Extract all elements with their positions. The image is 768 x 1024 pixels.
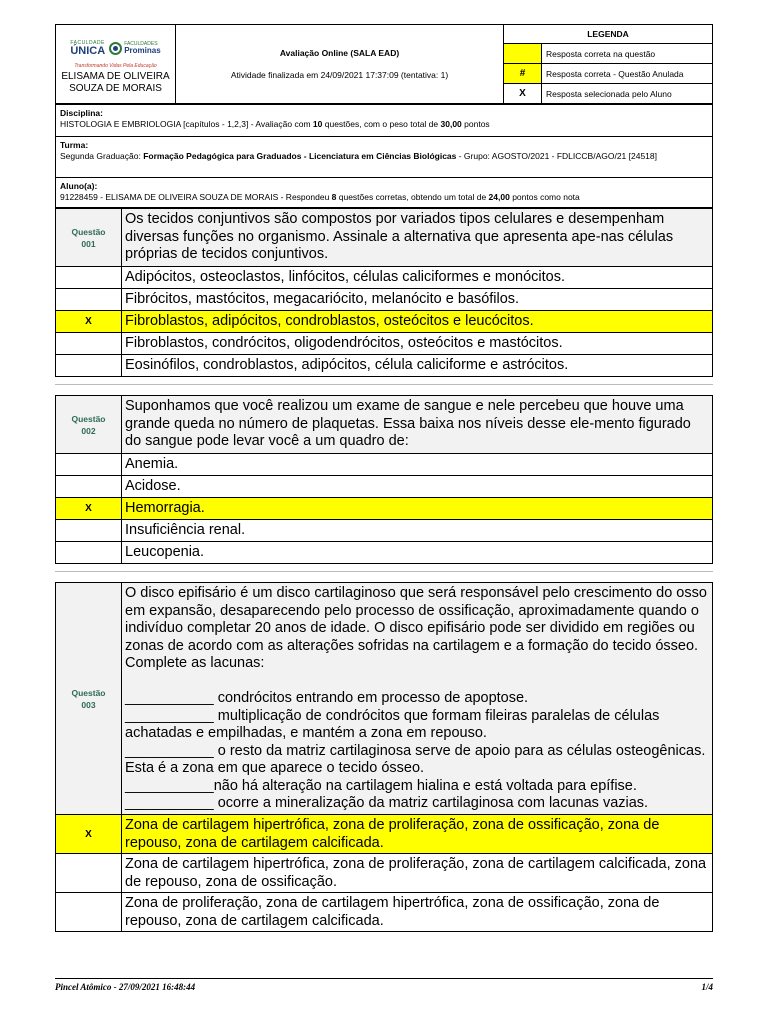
discipline-num-questions: 10 — [312, 119, 323, 129]
legend-key-selected: X — [504, 84, 542, 103]
report-header — [55, 24, 713, 104]
option-text: Hemorragia. — [122, 498, 712, 519]
unica-logo — [70, 41, 105, 57]
assessment-finished-at: Atividade finalizada em 24/09/2021 17:37:09 (tentativa: 1) — [230, 70, 449, 80]
question-separator — [55, 384, 713, 385]
option-mark: X — [56, 815, 122, 853]
question-number-label — [71, 413, 105, 437]
option-text: Leucopenia. — [125, 544, 205, 560]
answer-option-selected[interactable] — [56, 498, 712, 520]
answer-option[interactable] — [56, 893, 712, 932]
prominas-logo-small: FACULDADES — [124, 41, 158, 47]
question-block — [55, 208, 713, 377]
question-blank-line — [125, 673, 709, 691]
unica-logo-name: ÚNICA — [70, 44, 106, 57]
answer-option[interactable] — [56, 476, 712, 498]
question-statement: Suponhamos que você realizou um exame de sangue e nele percebeu que houve uma grande queda no número de plaquetas. Essa baixa nos níveis desse ele-mento figurado do sangue pode levar você a um quadro de: — [122, 396, 712, 453]
class-prefix: Segunda Graduação: — [60, 151, 144, 161]
legend-key-annulled: # — [504, 64, 542, 83]
student-correct-count: 8 — [331, 192, 337, 202]
option-mark — [56, 454, 122, 475]
option-mark — [56, 355, 122, 376]
student-text — [60, 192, 708, 203]
fill-in-blank-item: ___________ ocorre a mineralização da matriz cartilaginosa com lacunas vazias. — [125, 795, 649, 811]
student-score: 24,00 — [488, 192, 510, 202]
option-mark: X — [56, 498, 122, 519]
legend-table — [504, 25, 712, 103]
legend-text: Resposta correta - Questão Anulada — [546, 68, 684, 79]
class-label: Turma: — [60, 140, 89, 150]
prominas-logo — [109, 42, 160, 55]
option-text: Fibroblastos, adipócitos, condroblastos, osteócitos e leucócitos. — [122, 311, 712, 332]
option-mark: X — [56, 311, 122, 332]
option-text: Fibrócitos, mastócitos, megacariócito, melanócito e basófilos. — [125, 291, 520, 307]
question-block — [55, 582, 713, 932]
option-mark — [56, 333, 122, 354]
legend-row — [504, 84, 712, 103]
option-mark — [56, 476, 122, 497]
answer-option[interactable] — [56, 289, 712, 311]
prominas-logo-text — [124, 42, 160, 55]
class-course: Formação Pedagógica para Graduados - Licenciatura em Ciências Biológicas — [143, 151, 457, 161]
legend-row — [504, 44, 712, 64]
option-mark — [56, 520, 122, 541]
institution-logo-cell — [56, 25, 176, 103]
question-number: 002 — [81, 425, 96, 436]
question-statement — [122, 583, 712, 814]
discipline-end: pontos — [461, 119, 490, 129]
question-label: Questão — [71, 687, 106, 698]
option-text: Zona de cartilagem hipertrófica, zona de proliferação, zona de cartilagem calcificada, zona de repouso, zona de ossificação. — [125, 856, 707, 890]
question-separator — [55, 571, 713, 572]
question-header-row — [56, 583, 712, 815]
discipline-label: Disciplina: — [60, 108, 103, 118]
class-text — [60, 151, 708, 162]
question-header-row — [56, 209, 712, 267]
legend-key-correct — [504, 44, 542, 63]
question-block — [55, 395, 713, 564]
answer-option[interactable] — [56, 520, 712, 542]
page-number: 1/4 — [701, 982, 713, 992]
option-mark — [56, 893, 122, 931]
option-mark — [56, 854, 122, 892]
answer-option[interactable] — [56, 542, 712, 564]
answer-option[interactable] — [56, 454, 712, 476]
footer-divider — [55, 978, 713, 979]
legend-text: Resposta selecionada pelo Aluno — [546, 88, 672, 99]
question-header-row — [56, 396, 712, 454]
option-text: Insuficiência renal. — [125, 522, 246, 538]
discipline-mid: questões, com o peso total de — [322, 119, 441, 129]
option-text: Adipócitos, osteoclastos, linfócitos, células caliciformes e monócitos. — [125, 269, 566, 285]
class-box — [55, 136, 713, 178]
option-text: Anemia. — [125, 456, 179, 472]
student-label: Aluno(a): — [60, 181, 98, 191]
student-prefix: 91228459 - ELISAMA DE OLIVEIRA SOUZA DE MORAIS - Respondeu — [60, 192, 332, 202]
option-text: Zona de proliferação, zona de cartilagem hipertrófica, zona de ossificação, zona de repouso, zona de cartilagem calcificada. — [125, 895, 660, 929]
legend-row — [504, 64, 712, 84]
student-name-header: ELISAMA DE OLIVEIRA SOUZA DE MORAIS — [61, 70, 170, 94]
question-number-cell — [56, 209, 122, 266]
question-paragraph: O disco epifisário é um disco cartilaginoso que será responsável pelo crescimento do osso em expansão, desaparecendo pelo processo de ossificação, aproximadamente quando o indivíduo completar 20 anos de idade. O disco epifisário pode ser dividido em regiões ou zonas de acordo com as alterações sofridas na cartilagem e a formação do tecido ósseo. Complete as lacunas: — [125, 585, 707, 671]
assessment-title-cell — [176, 25, 504, 103]
question-statement: Os tecidos conjuntivos são compostos por variados tipos celulares e desempenham diversas funções no organismo. Assinale a alternativa que apresenta ape-nas células próprias de tecidos conjuntivos. — [122, 209, 712, 266]
student-end: pontos como nota — [509, 192, 580, 202]
legend-title: LEGENDA — [504, 25, 712, 44]
question-number-cell — [56, 396, 122, 453]
question-number-cell — [56, 583, 122, 814]
answer-option[interactable] — [56, 355, 712, 377]
footer-timestamp: Pincel Atômico - 27/09/2021 16:48:44 — [55, 982, 196, 992]
fill-in-blank-item: ___________não há alteração na cartilagem hialina e está voltada para epífise. — [125, 777, 637, 794]
prominas-logo-icon — [109, 42, 122, 55]
student-box — [55, 177, 713, 208]
option-mark — [56, 542, 122, 563]
assessment-title: Avaliação Online (SALA EAD) — [279, 48, 400, 58]
class-suffix: - Grupo: AGOSTO/2021 - FDLICCB/AGO/21 [24518] — [456, 151, 658, 161]
fill-in-blank-item: ___________ condrócitos entrando em processo de apoptose. — [125, 690, 529, 706]
question-number-label — [71, 226, 105, 250]
option-mark — [56, 267, 122, 288]
institution-logos — [70, 36, 160, 62]
legend-text: Resposta correta na questão — [546, 48, 656, 59]
answer-option[interactable] — [56, 333, 712, 355]
option-text: Eosinófilos, condroblastos, adipócitos, célula caliciforme e astrócitos. — [125, 357, 569, 373]
fill-in-blank-item: ___________ o resto da matriz cartilaginosa serve de apoio para as células osteogênicas. Esta é a zona em que aparece o tecido ósseo. — [125, 742, 706, 776]
option-text: Acidose. — [125, 478, 181, 494]
answer-option-selected[interactable] — [56, 311, 712, 333]
question-label: Questão — [71, 226, 106, 237]
question-label: Questão — [71, 413, 106, 424]
option-text: Zona de cartilagem hipertrófica, zona de proliferação, zona de ossificação, zona de repouso, zona de cartilagem calcificada. — [122, 815, 712, 853]
answer-option-selected[interactable] — [56, 815, 712, 854]
logo-slogan: Transformando Vidas Pela Educação — [74, 62, 157, 69]
discipline-box — [55, 104, 713, 137]
option-mark — [56, 289, 122, 310]
student-mid: questões corretas, obtendo um total de — [336, 192, 489, 202]
question-number: 003 — [81, 699, 96, 710]
discipline-total-weight: 30,00 — [440, 119, 462, 129]
answer-option[interactable] — [56, 267, 712, 289]
fill-in-blank-item: ___________ multiplicação de condrócitos que formam fileiras paralelas de células achatadas e empilhadas, e mantém a zona em repouso. — [125, 707, 660, 741]
discipline-text — [60, 119, 708, 130]
option-text: Fibroblastos, condrócitos, oligodendrócitos, osteócitos e mastócitos. — [125, 335, 563, 351]
question-number: 001 — [81, 238, 96, 249]
question-number-label — [71, 687, 105, 711]
answer-option[interactable] — [56, 854, 712, 893]
unica-logo-faculty: FACULDADE — [70, 39, 105, 46]
prominas-logo-name: Prominas — [124, 46, 161, 55]
discipline-name: HISTOLOGIA E EMBRIOLOGIA [capítulos - 1,2,3] - Avaliação com — [60, 119, 313, 129]
